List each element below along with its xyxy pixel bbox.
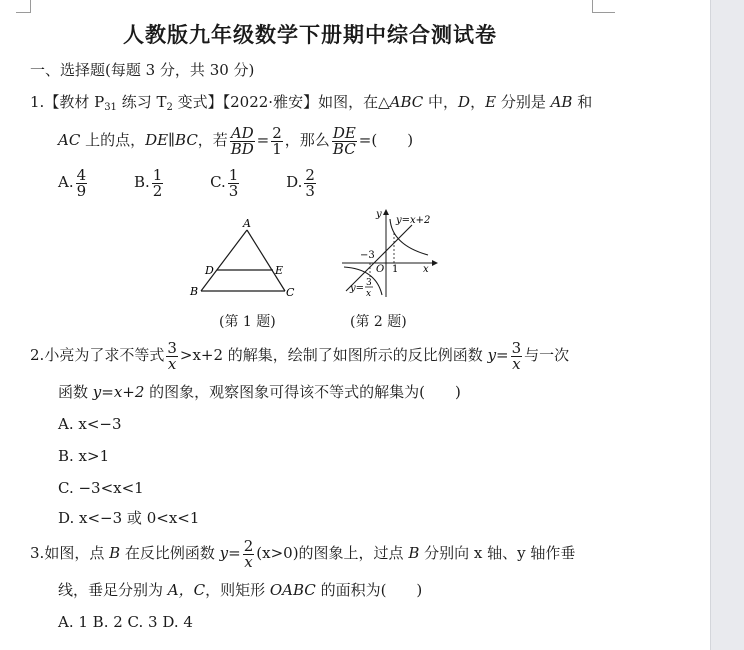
- figure-2-graph: [340, 205, 440, 301]
- crop-mark-top-left: [16, 0, 31, 13]
- line-equation-label: y=x+2: [396, 215, 431, 226]
- curve-equation-label: y=: [350, 283, 365, 294]
- label-b: B: [190, 285, 199, 298]
- question-3-options[interactable]: A. 1 B. 2 C. 3 D. 4: [58, 613, 193, 631]
- question-number: 2.: [30, 346, 45, 364]
- figure-1-triangle: [185, 214, 305, 302]
- question-number: 1.: [30, 93, 45, 111]
- line-y-x-plus-2: [346, 225, 412, 291]
- crop-mark-top-right: [592, 0, 615, 13]
- tick-1: 1: [392, 264, 399, 275]
- textbook-tag: 【教材 $P_{31}$ 练习 $T_2$ 变式】: [44, 93, 223, 113]
- question-1-options: [58, 166, 358, 199]
- fraction-3-x: $\frac{3}{x}$: [167, 338, 177, 373]
- label-a: A: [243, 217, 251, 230]
- section-heading: 一、选择题(每题 3 分，共 30 分): [30, 61, 255, 79]
- label-e: E: [275, 264, 284, 277]
- x-axis-arrow: [432, 260, 438, 266]
- option-c[interactable]: C. $\frac{1}{3}$: [210, 165, 239, 200]
- origin-label: O: [376, 264, 385, 275]
- fraction-3-x: $\frac{3}{x}$: [511, 338, 522, 373]
- exam-tag: 【2022·雅安】: [222, 93, 319, 111]
- figure-1-caption: (第 1 题): [219, 314, 276, 330]
- question-2-line-1: 2.小亮为了求不等式 $\frac{3}{x}$ >x+2 的解集，绘制了如图所示的反比例函数 y= $\frac{3}{x}$ 与一次: [30, 338, 570, 373]
- option-d[interactable]: D. x<−3 或 0<x<1: [58, 509, 200, 527]
- question-2-line-2: 函数 y=x+2 的图象，观察图象可得该不等式的解集为( ): [58, 383, 461, 401]
- option-b[interactable]: B. $\frac{1}{2}$: [133, 165, 163, 200]
- curve-label-denominator: x: [366, 289, 372, 299]
- option-a[interactable]: A. $\frac{4}{9}$: [58, 165, 87, 200]
- page-title: 人教版九年级数学下册期中综合测试卷: [123, 23, 497, 47]
- tick-neg3: −3: [360, 250, 375, 261]
- question-3-line-2: 线，垂足分别为 A，C，则矩形 OABC 的面积为( ): [58, 581, 423, 599]
- fraction-2-1: $\frac{2}{1}$: [272, 123, 282, 158]
- question-1-line-1: 1.【教材 $P_{31}$ 练习 $T_2$ 变式】【2022·雅安】如图，在△ABC 中，D，E 分别是 AB 和: [30, 93, 593, 113]
- fraction-de-bc: $\frac{DE}{BC}$: [332, 123, 356, 158]
- fraction-ad-bd: $\frac{AD}{BD}$: [230, 123, 254, 158]
- window-side-gutter: [710, 0, 744, 650]
- side-ab: [201, 230, 247, 291]
- label-d: D: [205, 264, 214, 277]
- curve-label-numerator: 3: [366, 278, 372, 288]
- option-c[interactable]: C. −3<x<1: [58, 479, 144, 497]
- y-axis-arrow: [383, 209, 389, 215]
- option-d[interactable]: D. $\frac{2}{3}$: [286, 165, 315, 200]
- option-b[interactable]: B. x>1: [58, 447, 110, 465]
- question-1-line-2: AC 上的点，DE∥BC，若 $\frac{AD}{BD}$ = $\frac{2}{1}$ ，那么 $\frac{DE}{BC}$ =( ): [58, 123, 414, 158]
- y-axis-label: y: [376, 209, 382, 220]
- option-a[interactable]: A. x<−3: [58, 415, 122, 433]
- fraction-2-x: $\frac{2}{x}$: [243, 536, 254, 571]
- label-c: C: [286, 286, 295, 299]
- side-ac: [247, 230, 285, 291]
- figure-2-caption: (第 2 题): [350, 314, 407, 330]
- question-3-line-1: 3.如图，点 B 在反比例函数 y= $\frac{2}{x}$ (x>0)的图象上，过点 B 分别向 x 轴、y 轴作垂: [30, 536, 576, 571]
- x-axis-label: x: [423, 264, 429, 275]
- question-number: 3.: [30, 544, 45, 562]
